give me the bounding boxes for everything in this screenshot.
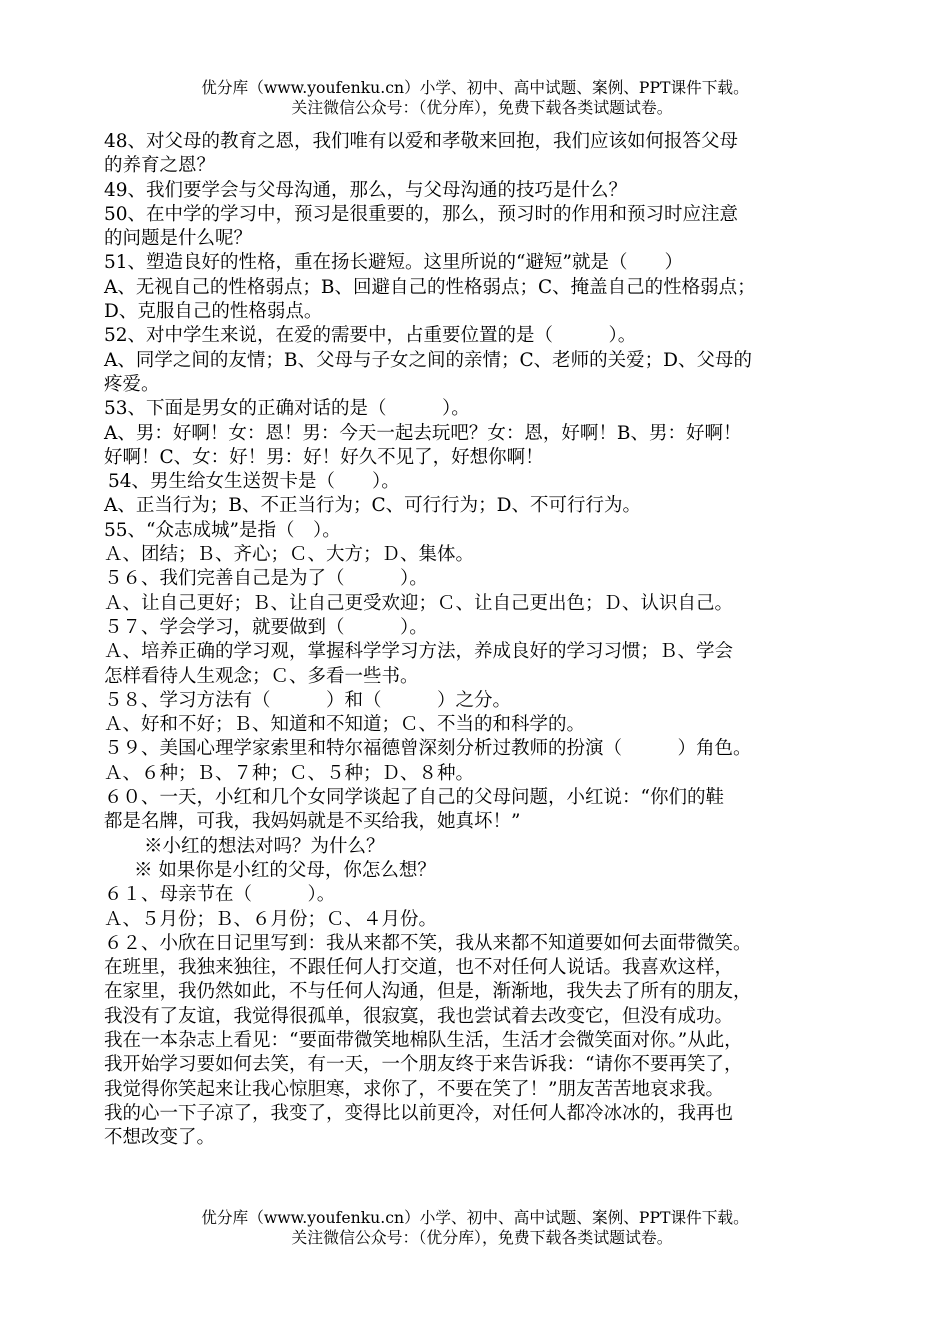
- text-line: 我没有了友谊，我觉得很孤单，很寂寞，我也尝试着去改变它，但没有成功。: [104, 1005, 734, 1027]
- text-line: 在班里，我独来独往，不跟任何人打交道，也不对任何人说话。我喜欢这样，: [104, 957, 734, 979]
- text-line: ６１、母亲节在（ ）。: [104, 884, 336, 906]
- text-line: 52、对中学生来说，在爱的需要中，占重要位置的是（ ）。: [104, 325, 637, 347]
- text-line: A、同学之间的友情；B、父母与子女之间的亲情；C、老师的关爱；D、父母的: [104, 349, 752, 371]
- footer-line-1: 优分库（www.youfenku.cn）小学、初中、高中试题、案例、PPT课件下载。: [201, 1208, 749, 1227]
- page-header: [0, 78, 950, 118]
- footer-line-2: 关注微信公众号：（优分库），免费下载各类试题试卷。: [291, 1228, 673, 1247]
- text-line: 在家里，我仍然如此，不与任何人沟通，但是，渐渐地，我失去了所有的朋友，: [104, 981, 752, 1003]
- header-line-1: 优分库（www.youfenku.cn）小学、初中、高中试题、案例、PPT课件下载。: [201, 78, 749, 97]
- text-line: ５８、学习方法有（ ）和（ ）之分。: [104, 689, 512, 711]
- text-line: ５６、我们完善自己是为了（ ）。: [104, 568, 428, 590]
- text-line: 怎样看待人生观念；Ｃ、多看一些书。: [104, 665, 419, 687]
- text-line: 48、对父母的教育之恩，我们唯有以爱和孝敬来回抱，我们应该如何报答父母: [104, 131, 739, 152]
- text-line: ６２、小欣在日记里写到：我从来都不笑，我从来都不知道要如何去面带微笑。: [104, 932, 752, 954]
- text-line: ※ 如果你是小红的父母，你怎么想？: [134, 859, 436, 881]
- text-line: 不想改变了。: [104, 1127, 216, 1149]
- text-line: ※小红的想法对吗？为什么？: [144, 835, 385, 857]
- header-line-2: 关注微信公众号：（优分库），免费下载各类试题试卷。: [291, 98, 673, 117]
- text-line: Ａ、好和不好；Ｂ、知道和不知道；Ｃ、不当的和科学的。: [104, 714, 586, 736]
- text-line: Ａ、培养正确的学习观，掌握科学学习方法，养成良好的学习习惯；Ｂ、学会: [104, 641, 734, 663]
- text-line: D、克服自己的性格弱点。: [104, 301, 323, 323]
- text-line: Ａ、团结；Ｂ、齐心；Ｃ、大方；Ｄ、集体。: [104, 544, 475, 566]
- text-line: 54、男生给女生送贺卡是（ ）。: [108, 471, 400, 493]
- text-line: 55、“众志成城”是指（ ）。: [104, 519, 341, 541]
- text-line: 50、在中学的学习中，预习是很重要的，那么，预习时的作用和预习时应注意: [104, 203, 739, 225]
- document-body: [104, 130, 864, 1150]
- page-footer: [0, 1208, 950, 1248]
- text-line: 的养育之恩？: [104, 155, 216, 177]
- text-line: 都是名牌，可我，我妈妈就是不买给我，她真坏！”: [104, 811, 521, 833]
- text-line: A、男：好啊！女：恩！男：今天一起去玩吧？女：恩，好啊！B、男：好啊！: [104, 422, 742, 444]
- text-line: Ａ、６种；Ｂ、７种；Ｃ、５种；Ｄ、８种。: [104, 762, 475, 784]
- text-line: 我的心一下子凉了，我变了，变得比以前更冷，对任何人都冷冰冰的，我再也: [104, 1102, 734, 1124]
- text-line: ６０、一天，小红和几个女同学谈起了自己的父母问题，小红说：“你们的鞋: [104, 787, 724, 809]
- text-line: 我开始学习要如何去笑，有一天，一个朋友终于来告诉我：“请你不要再笑了，: [104, 1054, 743, 1076]
- text-line: A、正当行为；B、不正当行为；C、可行行为；D、不可行行为。: [104, 495, 641, 517]
- text-line: A、无视自己的性格弱点；B、回避自己的性格弱点；C、掩盖自己的性格弱点；: [104, 276, 756, 298]
- text-line: 我觉得你笑起来让我心惊胆寒，求你了，不要在笑了！”朋友苦苦地哀求我。: [104, 1078, 724, 1100]
- text-line: ５９、美国心理学家索里和特尔福德曾深刻分析过教师的扮演（ ）角色。: [104, 738, 752, 760]
- text-line: 53、下面是男女的正确对话的是（ ）。: [104, 398, 470, 420]
- text-line: 疼爱。: [104, 373, 160, 395]
- text-line: 51、塑造良好的性格，重在扬长避短。这里所说的“避短”就是（ ）: [104, 252, 683, 274]
- text-line: 49、我们要学会与父母沟通，那么，与父母沟通的技巧是什么？: [104, 179, 628, 201]
- text-line: 好啊！C、女：好！男：好！好久不见了，好想你啊！: [104, 446, 544, 468]
- text-line: ５７、学会学习，就要做到（ ）。: [104, 616, 428, 638]
- text-line: 我在一本杂志上看见：“要面带微笑地棉队生活，生活才会微笑面对你。”从此，: [104, 1029, 743, 1051]
- text-line: Ａ、让自己更好；Ｂ、让自己更受欢迎；Ｃ、让自己更出色；Ｄ、认识自己。: [104, 592, 734, 614]
- text-line: 的问题是什么呢？: [104, 228, 253, 250]
- text-line: Ａ、５月份；Ｂ、６月份；Ｃ、４月份。: [104, 908, 438, 930]
